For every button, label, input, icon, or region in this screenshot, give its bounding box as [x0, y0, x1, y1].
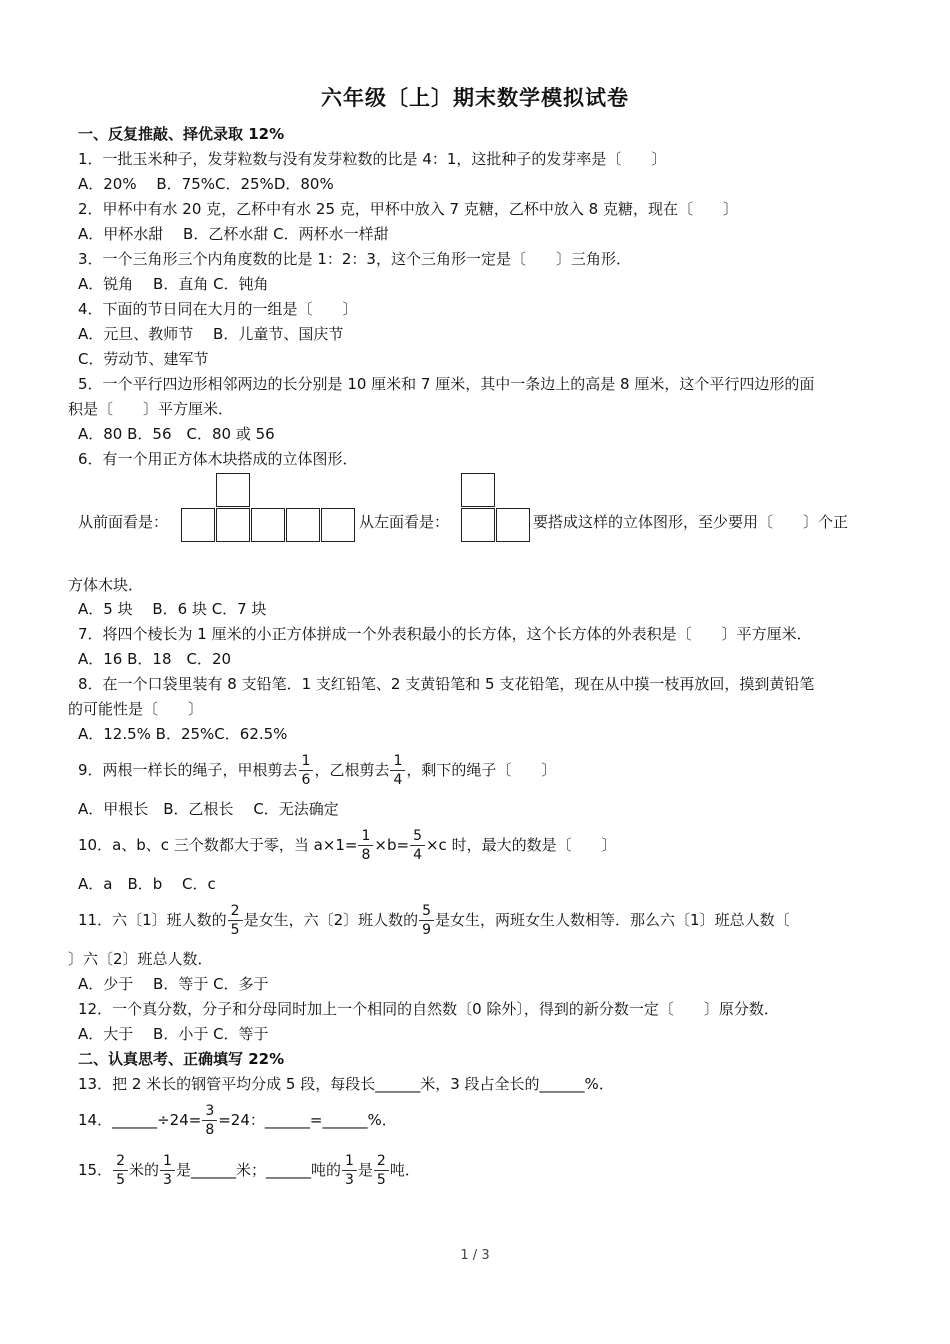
- fraction: [299, 754, 314, 787]
- question-5-line-2: 积是〔 〕平方厘米．: [68, 400, 234, 418]
- numerator: 5: [422, 903, 432, 919]
- denominator: 3: [160, 1170, 175, 1187]
- denominator: 6: [299, 770, 314, 787]
- fraction: [374, 1154, 389, 1187]
- q9-text-a: 9．两根一样长的绳子，甲根剪去: [78, 761, 298, 779]
- denominator: 5: [113, 1170, 128, 1187]
- denominator: 4: [410, 845, 425, 862]
- front-view-cell: [286, 508, 320, 542]
- section-1-heading: 一、反复推敲、择优录取 12%: [78, 125, 285, 143]
- denominator: 9: [419, 920, 434, 937]
- page-title: 六年级〔上〕期末数学模拟试卷: [321, 86, 629, 110]
- question-15: [78, 1150, 420, 1190]
- question-7-options: A．16 B．18 C．20: [78, 650, 232, 668]
- question-2: 2．甲杯中有水 20 克，乙杯中有水 25 克，甲杯中放入 7 克糖，乙杯中放入 8 克糖，现在〔 〕: [78, 200, 738, 218]
- q10-text-c: ×c 时，最大的数是〔 〕: [425, 836, 617, 854]
- question-4-option-c: C．劳动节、建军节: [78, 350, 209, 368]
- question-3-options: A．锐角 B．直角 C．钝角: [78, 275, 269, 293]
- fraction: [342, 1154, 357, 1187]
- front-view-cell: [251, 508, 285, 542]
- question-5-line-1: 5．一个平行四边形相邻两边的长分别是 10 厘米和 7 厘米，其中一条边上的高是 8 厘米，这个平行四边形的面: [78, 375, 815, 393]
- question-4: 4．下面的节日同在大月的一组是〔 〕: [78, 300, 358, 318]
- denominator: 5: [374, 1170, 389, 1187]
- question-11-continued: 〕六〔2〕班总人数．: [68, 950, 213, 968]
- question-6: 6．有一个用正方体木块搭成的立体图形．: [78, 450, 358, 468]
- question-8-line-2: 的可能性是〔 〕: [68, 700, 204, 718]
- question-9-options: A．甲根长 B．乙根长 C．无法确定: [78, 800, 339, 818]
- fraction: [202, 1104, 217, 1137]
- denominator: 8: [358, 845, 373, 862]
- q15-text-c: 是______米；______吨的: [175, 1161, 341, 1179]
- fraction: [358, 829, 373, 862]
- numerator: 1: [163, 1153, 172, 1169]
- fraction: [113, 1154, 128, 1187]
- question-6-continued: 方体木块．: [68, 576, 144, 594]
- question-5-options: A．80 B．56 C．80 或 56: [78, 425, 275, 443]
- q9-text-c: ，剩下的绳子〔 〕: [406, 761, 557, 779]
- front-view-cell: [181, 508, 215, 542]
- denominator: 4: [390, 770, 405, 787]
- q6-front-view-label: 从前面看是：: [78, 513, 169, 531]
- front-view-grid: [181, 473, 359, 543]
- question-9: [78, 750, 556, 790]
- question-1-options: A．20% B．75%C．25%D．80%: [78, 175, 334, 193]
- denominator: 8: [202, 1120, 217, 1137]
- numerator: 1: [301, 753, 311, 769]
- question-7: 7．将四个棱长为 1 厘米的小正方体拼成一个外表积最小的长方体，这个长方体的外表积是〔 〕平方厘米．: [78, 625, 812, 643]
- fraction: [160, 1154, 175, 1187]
- q15-text-e: 吨．: [389, 1161, 420, 1179]
- front-view-cell-top: [216, 473, 250, 507]
- numerator: 3: [205, 1103, 215, 1119]
- question-13: 13．把 2 米长的钢管平均分成 5 段，每段长______米，3 段占全长的______%．: [78, 1075, 614, 1093]
- section-2-heading: 二、认真思考、正确填写 22%: [78, 1050, 285, 1068]
- question-12: 12．一个真分数，分子和分母同时加上一个相同的自然数〔0 除外〕，得到的新分数一定〔 〕原分数．: [78, 1000, 779, 1018]
- left-view-grid: [461, 473, 533, 543]
- front-view-cell: [216, 508, 250, 542]
- q10-text-a: 10．a、b、c 三个数都大于零，当 a×1=: [78, 836, 358, 854]
- left-view-cell: [461, 508, 495, 542]
- denominator: 3: [342, 1170, 357, 1187]
- fraction: [390, 754, 405, 787]
- numerator: 1: [344, 1153, 354, 1169]
- numerator: 5: [413, 828, 422, 844]
- numerator: 2: [376, 1153, 386, 1169]
- q15-text-a: 15．: [78, 1161, 113, 1179]
- question-3: 3．一个三角形三个内角度数的比是 1：2：3，这个三角形一定是〔 〕三角形．: [78, 250, 631, 268]
- left-view-cell-top: [461, 473, 495, 507]
- q14-text-a: 14．______÷24=: [78, 1111, 202, 1129]
- question-10-options: A．a B．b C．c: [78, 875, 216, 893]
- q6-left-view-label: 从左面看是：: [359, 513, 450, 531]
- q10-text-b: ×b=: [374, 836, 410, 854]
- q9-text-b: ，乙根剪去: [314, 761, 390, 779]
- left-view-cell: [496, 508, 530, 542]
- q11-text-c: 是女生，两班女生人数相等．那么六〔1〕班总人数〔: [435, 911, 790, 929]
- question-4-options-ab: A．元旦、教师节 B．儿童节、国庆节: [78, 325, 344, 343]
- denominator: 5: [228, 920, 243, 937]
- fraction: [410, 829, 425, 862]
- question-10: [78, 825, 617, 865]
- numerator: 1: [361, 828, 371, 844]
- q11-text-a: 11．六〔1〕班人数的: [78, 911, 227, 929]
- front-view-cell: [321, 508, 355, 542]
- question-6-options: A．5 块 B．6 块 C．7 块: [78, 600, 267, 618]
- q15-text-d: 是: [357, 1161, 373, 1179]
- question-14: [78, 1100, 397, 1140]
- question-2-options: A．甲杯水甜 B．乙杯水甜 C．两杯水一样甜: [78, 225, 389, 243]
- question-8-line-1: 8．在一个口袋里装有 8 支铅笔．1 支红铅笔、2 支黄铅笔和 5 支花铅笔，现在从中摸一枝再放回，摸到黄铅笔: [78, 675, 815, 693]
- numerator: 1: [393, 753, 403, 769]
- numerator: 2: [116, 1153, 126, 1169]
- question-1: 1．一批玉米种子，发芽粒数与没有发芽粒数的比是 4：1，这批种子的发芽率是〔 〕: [78, 150, 667, 168]
- fraction: [228, 904, 243, 937]
- q6-after-text: 要搭成这样的立体图形，至少要用〔 〕个正: [533, 513, 849, 531]
- question-12-options: A．大于 B．小于 C．等于: [78, 1025, 269, 1043]
- numerator: 2: [230, 903, 240, 919]
- question-11-options: A．少于 B．等于 C．多于: [78, 975, 269, 993]
- q11-text-b: 是女生，六〔2〕班人数的: [243, 911, 419, 929]
- fraction: [419, 904, 434, 937]
- q14-text-b: =24：______=______%．: [218, 1111, 397, 1129]
- q15-text-b: 米的: [129, 1161, 160, 1179]
- page-number: 1 / 3: [460, 1248, 490, 1263]
- question-11: [78, 900, 790, 940]
- question-8-options: A．12.5% B．25%C．62.5%: [78, 725, 288, 743]
